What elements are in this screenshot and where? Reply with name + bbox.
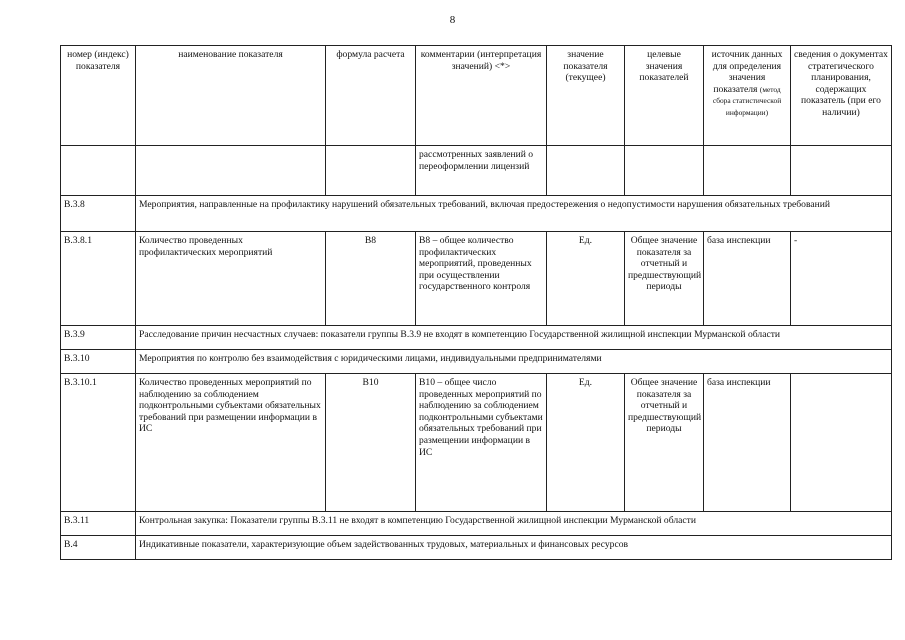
table-row [61, 146, 892, 196]
formula-cell: В8 [326, 232, 416, 326]
section-row-b338 [61, 196, 892, 232]
target-value-cell: Общее значение показателя за отчетный и предшествующий периоды [625, 374, 704, 512]
comment-cell: В8 – общее количество профилактических мероприятий, проведенных при осуществлении государственного контроля [416, 232, 547, 326]
docs-cell [791, 374, 892, 512]
source-cell: база инспекции [704, 232, 791, 326]
indicator-name: Количество проведенных профилактических мероприятий [136, 232, 326, 326]
section-row-b3311 [61, 512, 892, 536]
header-target-values: целевые значения показателей [625, 46, 704, 146]
indicators-table [60, 45, 892, 560]
table-row [61, 232, 892, 326]
section-title: Индикативные показатели, характеризующие объем задействованных трудовых, материальных и финансовых ресурсов [136, 536, 892, 560]
table-row [61, 374, 892, 512]
page-number: 8 [449, 14, 456, 26]
section-row-b3310 [61, 350, 892, 374]
index-cell: В.3.10.1 [61, 374, 136, 512]
indicator-name: Количество проведенных мероприятий по наблюдению за соблюдением подконтрольными субъектами обязательных требований при размещении информации в ИС [136, 374, 326, 512]
section-row-b339 [61, 326, 892, 350]
header-row [61, 46, 892, 146]
header-strategic-docs: сведения о документах стратегического планирования, содержащих показатель (при его наличии) [791, 46, 892, 146]
header-current-value: значение показателя (текущее) [547, 46, 625, 146]
section-title: Мероприятия, направленные на профилактику нарушений обязательных требований, включая предостережения о недопустимости нарушения обязательных требований [136, 196, 892, 232]
comment-cell: В10 – общее число проведенных мероприятий по наблюдению за соблюдением подконтрольными субъектами обязательных требований при размещении информации в ИС [416, 374, 547, 512]
current-value-cell: Ед. [547, 232, 625, 326]
index-cell: В.3.10 [61, 350, 136, 374]
comment-cell: рассмотренных заявлений о переоформлении лицензий [416, 146, 547, 196]
docs-cell: - [791, 232, 892, 326]
section-title: Контрольная закупка: Показатели группы В.3.11 не входят в компетенцию Государственной жилищной инспекции Мурманской области [136, 512, 892, 536]
header-data-source [704, 46, 791, 146]
section-title: Мероприятия по контролю без взаимодействия с юридическими лицами, индивидуальными предпринимателями [136, 350, 892, 374]
index-cell: В.3.11 [61, 512, 136, 536]
header-data-source-main: источник данных для определения значения показателя [711, 49, 783, 95]
target-value-cell: Общее значение показателя за отчетный и предшествующий периоды [625, 232, 704, 326]
index-cell: В.4 [61, 536, 136, 560]
header-data-source-method: (метод сбора статистической информации) [712, 84, 782, 117]
index-cell: В.3.8 [61, 196, 136, 232]
section-title: Расследование причин несчастных случаев: показатели группы В.3.9 не входят в компетенцию Государственной жилищной инспекции Мурманской области [136, 326, 892, 350]
header-formula: формула расчета [326, 46, 416, 146]
current-value-cell: Ед. [547, 374, 625, 512]
header-name: наименование показателя [136, 46, 326, 146]
section-row-b4 [61, 536, 892, 560]
header-comments: комментарии (интерпретация значений) <*> [416, 46, 547, 146]
formula-cell: В10 [326, 374, 416, 512]
index-cell: В.3.9 [61, 326, 136, 350]
index-cell: В.3.8.1 [61, 232, 136, 326]
header-index: номер (индекс) показателя [61, 46, 136, 146]
source-cell: база инспекции [704, 374, 791, 512]
